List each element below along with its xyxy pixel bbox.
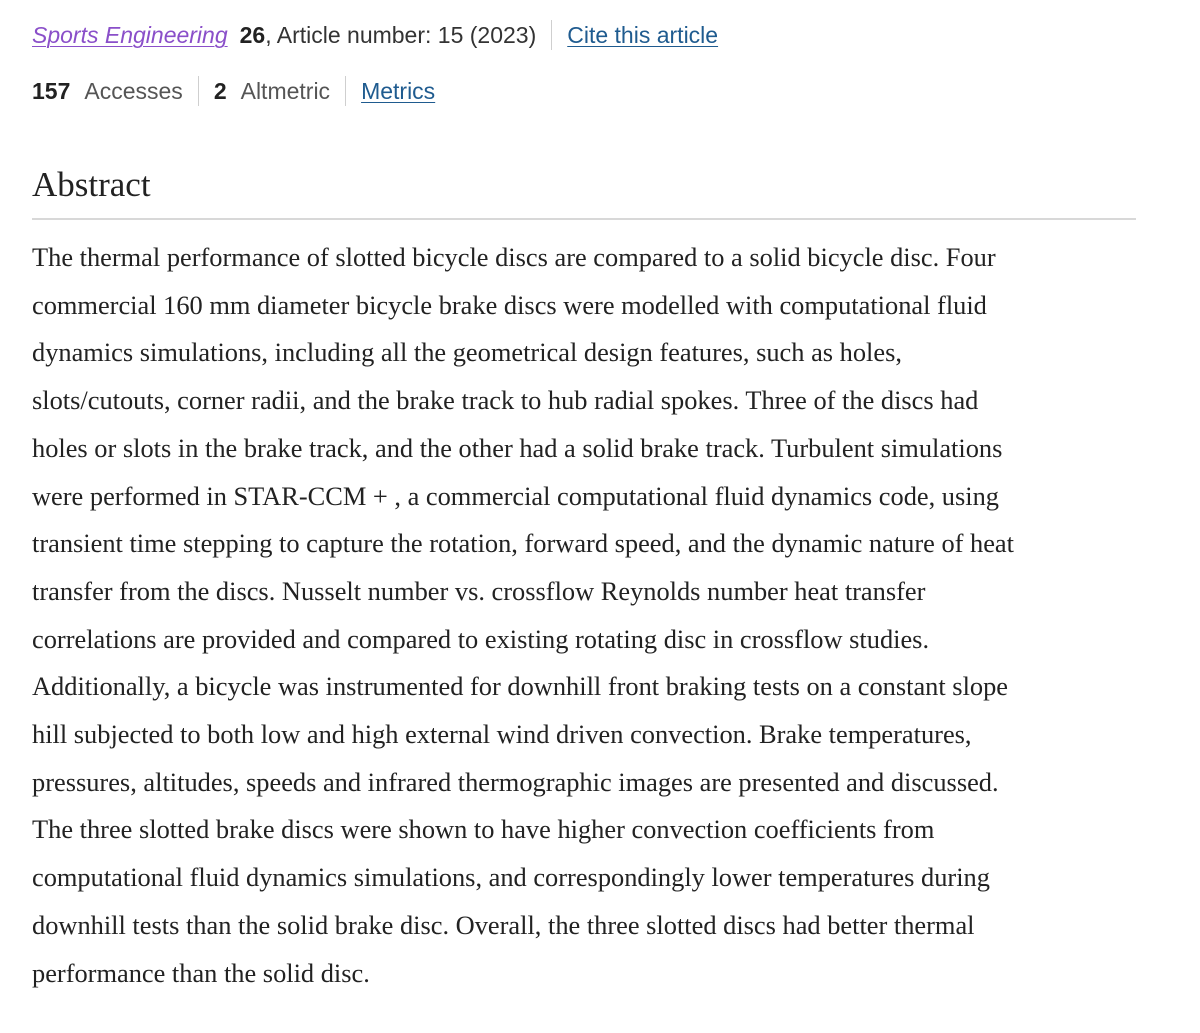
metrics-link[interactable]: Metrics (361, 77, 436, 104)
cite-this-article-link[interactable]: Cite this article (567, 21, 719, 48)
altmetric-label: Altmetric (240, 77, 331, 104)
abstract-line: downhill tests than the solid brake disc. Overall, the three slotted discs had better thermal (32, 909, 975, 940)
article-number: , Article number: 15 (2023) (265, 21, 537, 48)
abstract-line: Additionally, a bicycle was instrumented for downhill front braking tests on a constant slope (32, 671, 1009, 702)
abstract-line: were performed in STAR-CCM + , a commercial computational fluid dynamics code, using (32, 480, 999, 511)
metrics-divider-2 (345, 76, 346, 106)
journal-link[interactable]: Sports Engineering (32, 21, 228, 48)
abstract-line: performance than the solid disc. (32, 957, 370, 988)
abstract-line: commercial 160 mm diameter bicycle brake discs were modelled with computational fluid (32, 289, 987, 320)
abstract-heading: Abstract (32, 165, 151, 204)
abstract-line: The thermal performance of slotted bicycle discs are compared to a solid bicycle disc. Four (32, 242, 996, 272)
abstract-line: pressures, altitudes, speeds and infrared thermographic images are presented and discussed. (32, 766, 999, 797)
abstract-line: correlations are provided and compared to existing rotating disc in crossflow studies. (32, 623, 930, 654)
altmetric-count: 2 (213, 77, 227, 104)
abstract-line: dynamics simulations, including all the geometrical design features, such as holes, (32, 337, 902, 368)
abstract-line: computational fluid dynamics simulations, and correspondingly lower temperatures during (32, 862, 990, 893)
accesses-label: Accesses (84, 77, 183, 104)
metrics-line (32, 75, 435, 107)
citation-divider (551, 20, 552, 50)
abstract-line: The three slotted brake discs were shown to have higher convection coefficients from (32, 814, 935, 845)
abstract-body (32, 234, 1136, 997)
abstract-heading-rule (32, 218, 1136, 220)
citation-line (32, 19, 718, 51)
abstract-line: transfer from the discs. Nusselt number vs. crossflow Reynolds number heat transfer (32, 575, 926, 606)
abstract-line: slots/cutouts, corner radii, and the brake track to hub radial spokes. Three of the discs had (32, 385, 979, 416)
abstract-line: hill subjected to both low and high external wind driven convection. Brake temperatures, (32, 719, 972, 750)
accesses-count: 157 (32, 77, 71, 104)
volume-number: 26 (239, 21, 266, 48)
abstract-line: transient time stepping to capture the rotation, forward speed, and the dynamic nature of heat (32, 528, 1014, 559)
abstract-line: holes or slots in the brake track, and the other had a solid brake track. Turbulent simulations (32, 432, 1003, 463)
metrics-divider-1 (198, 76, 199, 106)
